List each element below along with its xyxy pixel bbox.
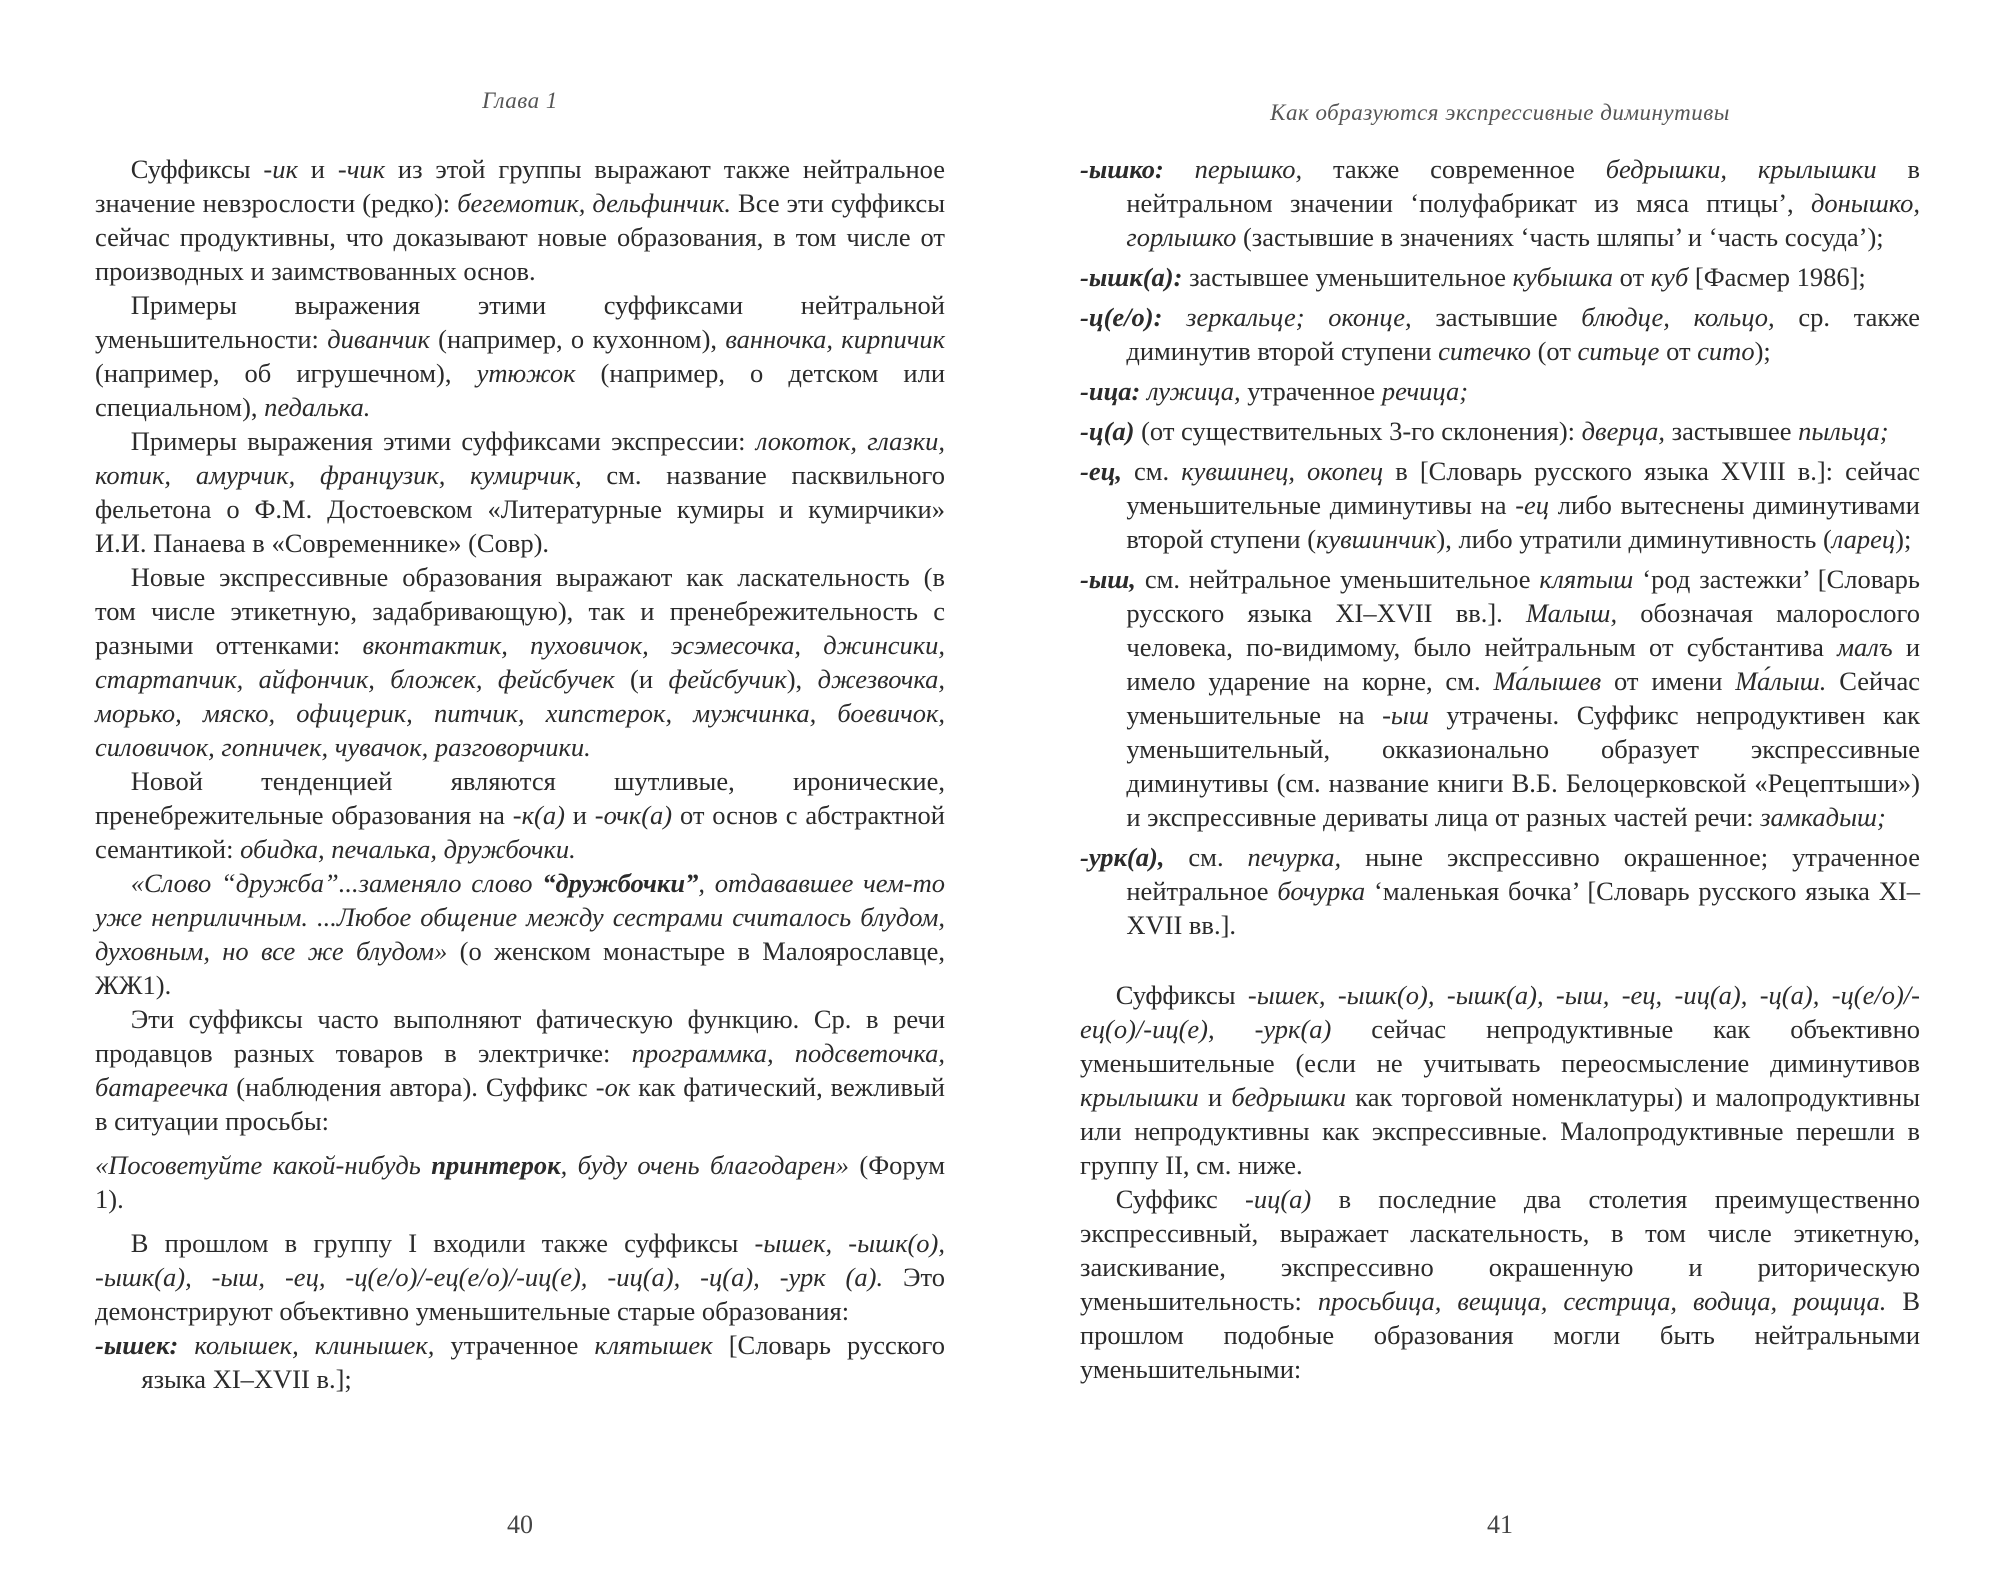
page-number-left: 40 — [507, 1510, 533, 1539]
running-head-left: Глава 1 — [482, 88, 558, 113]
suffix-entry: -ыш, см. нейтральное уменьшительное клятыш ‘род застежки’ [Словарь русского языка XI–XVII вв.]. Малыш, обозначая малорослого человека, по-видимому, было нейтральным от субстантива малъ и имело ударение на корне, см. Ма́лышев от имени Ма́лыш. Сейчас уменьшительные на -ыш утрачены. Суффикс непродуктивен как уменьшительный, окказионально образует экспрессивные диминутивы (см. название книги В.Б. Белоцерковской «Рецептыши») и экспрессивные дериваты лица от разных частей речи: замкадыш; — [1080, 564, 1921, 832]
quote-paragraph: «Посоветуйте какой-нибудь принтерок, буду очень благодарен» (Форум 1). — [95, 1150, 945, 1214]
paragraph: Суффиксы -ик и -чик из этой группы выражают также нейтральное значение невзрослости (редко): бегемотик, дельфинчик. Все эти суффиксы сейчас продуктивны, что доказывают новые образования, в том числе от производных и заимствованных основ. — [95, 154, 946, 286]
running-head-right: Как образуются экспрессивные диминутивы — [1270, 100, 1730, 125]
suffix-entry: -ица: лужица, утраченное речица; — [1080, 376, 1469, 406]
suffix-entry: -ышек: колышек, клинышек, утраченное клятышек [Словарь русского языка XI–XVII в.]; — [95, 1330, 945, 1394]
paragraph: Суффикс -иц(а) в последние два столетия преимущественно экспрессивный, выражает ласкательность, в том числе этикетную, заискивание, экспрессивно окрашенную и риторическую уменьшительность: просьбица, вещица, сестрица, водица, рощица. В прошлом подобные образования могли быть нейтральными уменьшительными: — [1080, 1184, 1920, 1384]
section-spacer — [1080, 948, 1920, 978]
paragraph: Эти суффиксы часто выполняют фатическую функцию. Ср. в речи продавцов разных товаров в электричке: программка, подсветочка, батареечка (наблюдения автора). Суффикс -ок как фатический, вежливый в ситуации просьбы: — [95, 1004, 945, 1136]
suffix-entry: -ышк(а): застывшее уменьшительное кубышка от куб [Фасмер 1986]; — [1080, 262, 1866, 292]
suffix-entry: -ышко: перышко, также современное бедрышки, крылышки в нейтральном значении ‘полуфабрикат из мяса птицы’, донышко, горлышко (застывшие в значениях ‘часть шляпы’ и ‘часть сосуда’); — [1080, 154, 1920, 252]
paragraph: Суффиксы -ышек, -ышк(о), -ышк(а), -ыш, -ец, -иц(а), -ц(а), -ц(е/о)/-ец(о)/-иц(е), -урк(а) сейчас непродуктивные как объективно уменьшительные (если не учитывать переосмысление диминутивов крылышки и бедрышки как торговой номенклатуры) и малопродуктивны или непродуктивны как экспрессивные. Малопродуктивные перешли в группу II, см. ниже. — [1080, 980, 1921, 1180]
paragraph: Примеры выражения этими суффиксами нейтральной уменьшительности: диванчик (например, о кухонном), ванночка, кирпичик (например, об игрушечном), утюжок (например, о детском или специальном), педалька. — [95, 290, 946, 422]
left-page — [95, 0, 945, 1576]
suffix-entry: -ц(е/о): зеркальце; оконце, застывшие блюдце, кольцо, ср. также диминутив второй ступени ситечко (от ситьце от сито); — [1080, 302, 1920, 366]
quote-paragraph: «Слово “дружба”...заменяло слово “дружбочки”, отдававшее чем-то уже неприличным. ...Любое общение между сестрами считалось блудом, духовным, но все же блудом» (о женском монастыре в Малоярославце, ЖЖ1). — [95, 868, 946, 1000]
paragraph: Примеры выражения этими суффиксами экспрессии: локоток, глазки, котик, амурчик, французик, кумирчик, см. название пасквильного фельетона о Ф.М. Достоевском «Литературные кумиры и кумирчики» И.И. Панаева в «Современнике» (Совр). — [95, 426, 946, 558]
paragraph: Новые экспрессивные образования выражают как ласкательность (в том числе этикетную, задабривающую), так и пренебрежительность с разными оттенками: вконтактик, пуховичок, эсэмесочка, джинсики, стартапчик, айфончик, бложек, фейсбучек (и фейсбучик), джезвочка, морько, мяско, офицерик, питчик, хипстерок, мужчинка, боевичок, силовичок, гопничек, чувачок, разговорчики. — [95, 562, 946, 762]
paragraph: Новой тенденцией являются шутливые, иронические, пренебрежительные образования на -к(а) и -очк(а) от основ с абстрактной семантикой: обидка, печалька, дружбочки. — [95, 766, 945, 864]
suffix-entry: -ец, см. кувшинец, окопец в [Словарь русского языка XVIII в.]: сейчас уменьшительные диминутивы на -ец либо вытеснены диминутивами второй ступени (кувшинчик), либо утратили диминутивность (ларец); — [1080, 456, 1920, 554]
page-number-right: 41 — [1487, 1510, 1513, 1539]
right-page-body — [1080, 152, 1920, 1386]
suffix-entry: -урк(а), см. печурка, ныне экспрессивно окрашенное; утраченное нейтральное бочурка ‘маленькая бочка’ [Словарь русского языка XI–XVII вв.]. — [1080, 842, 1920, 940]
suffix-entry: -ц(а) (от существительных 3-го склонения): дверца, застывшее пыльца; — [1080, 416, 1889, 446]
left-page-body — [95, 152, 945, 1402]
paragraph: В прошлом в группу I входили также суффиксы -ышек, -ышк(о), -ышк(а), -ыш, -ец, -ц(е/о)/-ец(е/о)/-иц(е), -иц(а), -ц(а), -урк (а). Это демонстрируют объективно уменьшительные старые образования: — [95, 1228, 945, 1326]
right-page — [1080, 0, 1920, 1576]
